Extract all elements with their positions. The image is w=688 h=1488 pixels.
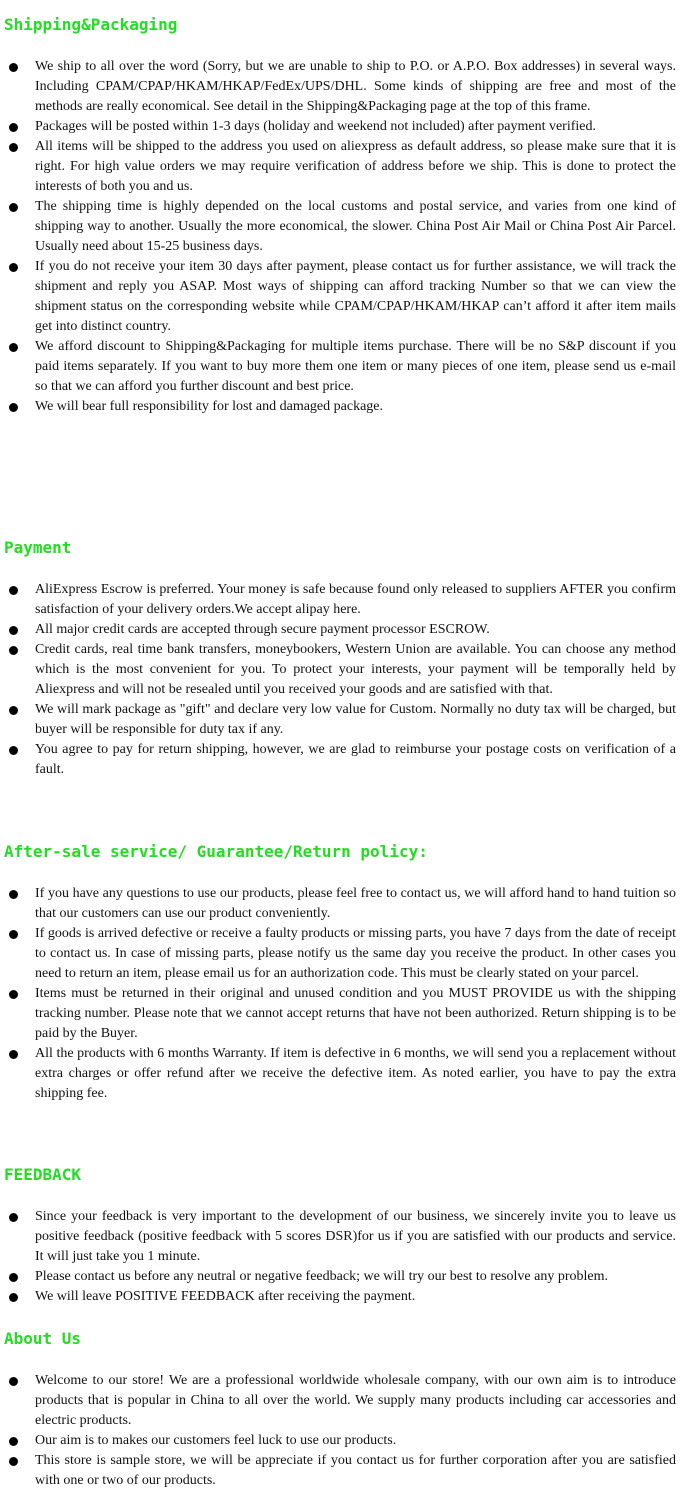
list-item	[0, 580, 688, 620]
about-list	[0, 1371, 688, 1488]
list-item-text: Our aim is to makes our customers feel luck to use our products.	[35, 1433, 397, 1448]
list-item-text: We ship to all over the word (Sorry, but we are unable to ship to P.O. or A.P.O. Box addresses) in several ways. Including CPAM/CPAP/HKAM/HKAP/FedEx/UPS/DHL. Some kinds of shipping are free and most of the methods are really economical. See detail in the Shipping&Packaging page at the top of this frame.	[35, 59, 676, 114]
shipping-list	[0, 57, 688, 417]
bullet-icon	[9, 403, 18, 412]
list-item-text: All the products with 6 months Warranty. If item is defective in 6 months, we will send you a replacement without extra charges or offer refund after we receive the defective item. As noted earlier, you have to pay the extra shipping fee.	[35, 1046, 676, 1101]
bullet-icon	[9, 746, 18, 755]
list-item	[0, 640, 688, 700]
list-item-text: We will bear full responsibility for lost and damaged package.	[35, 399, 383, 414]
about-heading: About Us	[4, 1329, 82, 1348]
bullet-icon	[9, 1293, 18, 1302]
bullet-icon	[9, 1377, 18, 1386]
list-item	[0, 1267, 688, 1287]
bullet-icon	[9, 143, 18, 152]
list-item-text: Please contact us before any neutral or negative feedback; we will try our best to resolve any problem.	[35, 1269, 609, 1284]
list-item	[0, 137, 688, 197]
list-item-text: Since your feedback is very important to the development of our business, we sincerely invite you to leave us positive feedback (positive feedback with 5 scores DSR)for us if you are satisfied with our products and service. It will just take you 1 minute.	[35, 1209, 676, 1264]
bullet-icon	[9, 930, 18, 939]
list-item	[0, 337, 688, 397]
list-item	[0, 1371, 688, 1431]
list-item	[0, 1287, 688, 1307]
list-item-text: All items will be shipped to the address you used on aliexpress as default address, so please make sure that it is right. For high value orders we may require verification of address before we ship. This is done to protect the interests of both you and us.	[35, 139, 676, 194]
list-item	[0, 57, 688, 117]
list-item-text: AliExpress Escrow is preferred. Your money is safe because found only released to suppliers AFTER you confirm satisfaction of your delivery orders.We accept alipay here.	[35, 582, 676, 617]
bullet-icon	[9, 626, 18, 635]
list-item-text: We will mark package as "gift" and declare very low value for Custom. Normally no duty tax will be charged, but buyer will be responsible for duty tax if any.	[35, 702, 676, 737]
bullet-icon	[9, 1050, 18, 1059]
list-item	[0, 1207, 688, 1267]
list-item-text: Welcome to our store! We are a professional worldwide wholesale company, with our own aim is to introduce products that is popular in China to all over the world. We supply many products including car accessories and electric products.	[35, 1373, 676, 1428]
list-item-text: We will leave POSITIVE FEEDBACK after receiving the payment.	[35, 1289, 416, 1304]
feedback-heading: FEEDBACK	[4, 1165, 82, 1184]
list-item-text: If you do not receive your item 30 days after payment, please contact us for further assistance, we will track the shipment and reply you ASAP. Most ways of shipping can afford tracking Number so that we can view the shipment status on the corresponding website while CPAM/CPAP/HKAM/HKAP can’t afford it after item mails get into distinct country.	[35, 259, 676, 334]
aftersale-heading: After-sale service/ Guarantee/Return policy:	[4, 842, 428, 861]
payment-heading: Payment	[4, 538, 72, 557]
list-item	[0, 1431, 688, 1451]
list-item-text: If you have any questions to use our products, please feel free to contact us, we will afford hand to hand tuition so that our customers can use our product conveniently.	[35, 886, 676, 921]
list-item-text: The shipping time is highly depended on the local customs and postal service, and varies from one kind of shipping way to another. Usually the more economical, the slower. China Post Air Mail or China Post Air Parcel. Usually need about 15-25 business days.	[35, 199, 676, 254]
list-item-text: You agree to pay for return shipping, however, we are glad to reimburse your postage costs on verification of a fault.	[35, 742, 676, 777]
list-item-text: This store is sample store, we will be appreciate if you contact us for further corporation after you are satisfied with one or two of our products.	[35, 1453, 676, 1488]
list-item	[0, 117, 688, 137]
bullet-icon	[9, 1213, 18, 1222]
list-item-text: All major credit cards are accepted through secure payment processor ESCROW.	[35, 622, 490, 637]
list-item-text: Credit cards, real time bank transfers, moneybookers, Western Union are available. You can choose any method which is the most convenient for you. To protect your interests, your payment will be temporally held by Aliexpress and will not be resealed until you received your goods and are satisfied with that.	[35, 642, 676, 697]
bullet-icon	[9, 1457, 18, 1466]
bullet-icon	[9, 343, 18, 352]
list-item	[0, 397, 688, 417]
list-item	[0, 740, 688, 780]
list-item-text: We afford discount to Shipping&Packaging for multiple items purchase. There will be no S&P discount if you paid items separately. If you want to buy more them one item or many pieces of one item, please send us e-mail so that we can afford you further discount and best price.	[35, 339, 676, 394]
list-item	[0, 257, 688, 337]
list-item	[0, 984, 688, 1044]
aftersale-list	[0, 884, 688, 1104]
shipping-heading: Shipping&Packaging	[4, 15, 178, 34]
bullet-icon	[9, 646, 18, 655]
list-item-text: Packages will be posted within 1-3 days (holiday and weekend not included) after payment verified.	[35, 119, 596, 134]
list-item	[0, 1044, 688, 1104]
bullet-icon	[9, 123, 18, 132]
bullet-icon	[9, 706, 18, 715]
bullet-icon	[9, 1273, 18, 1282]
list-item-text: If goods is arrived defective or receive a faulty products or missing parts, you have 7 days from the date of receipt to contact us. In case of missing parts, please notify us the same day you receive the product. In other cases you need to return an item, please email us for an authorization code. This must be clearly stated on your parcel.	[35, 926, 676, 981]
list-item	[0, 197, 688, 257]
bullet-icon	[9, 203, 18, 212]
list-item	[0, 700, 688, 740]
list-item-text: Items must be returned in their original and unused condition and you MUST PROVIDE us with the shipping tracking number. Please note that we cannot accept returns that have not been authorized. Return shipping is to be paid by the Buyer.	[35, 986, 676, 1041]
list-item	[0, 924, 688, 984]
feedback-list	[0, 1207, 688, 1307]
bullet-icon	[9, 63, 18, 72]
bullet-icon	[9, 263, 18, 272]
payment-list	[0, 580, 688, 780]
bullet-icon	[9, 990, 18, 999]
bullet-icon	[9, 890, 18, 899]
bullet-icon	[9, 1437, 18, 1446]
list-item	[0, 884, 688, 924]
list-item	[0, 1451, 688, 1488]
bullet-icon	[9, 586, 18, 595]
list-item	[0, 620, 688, 640]
